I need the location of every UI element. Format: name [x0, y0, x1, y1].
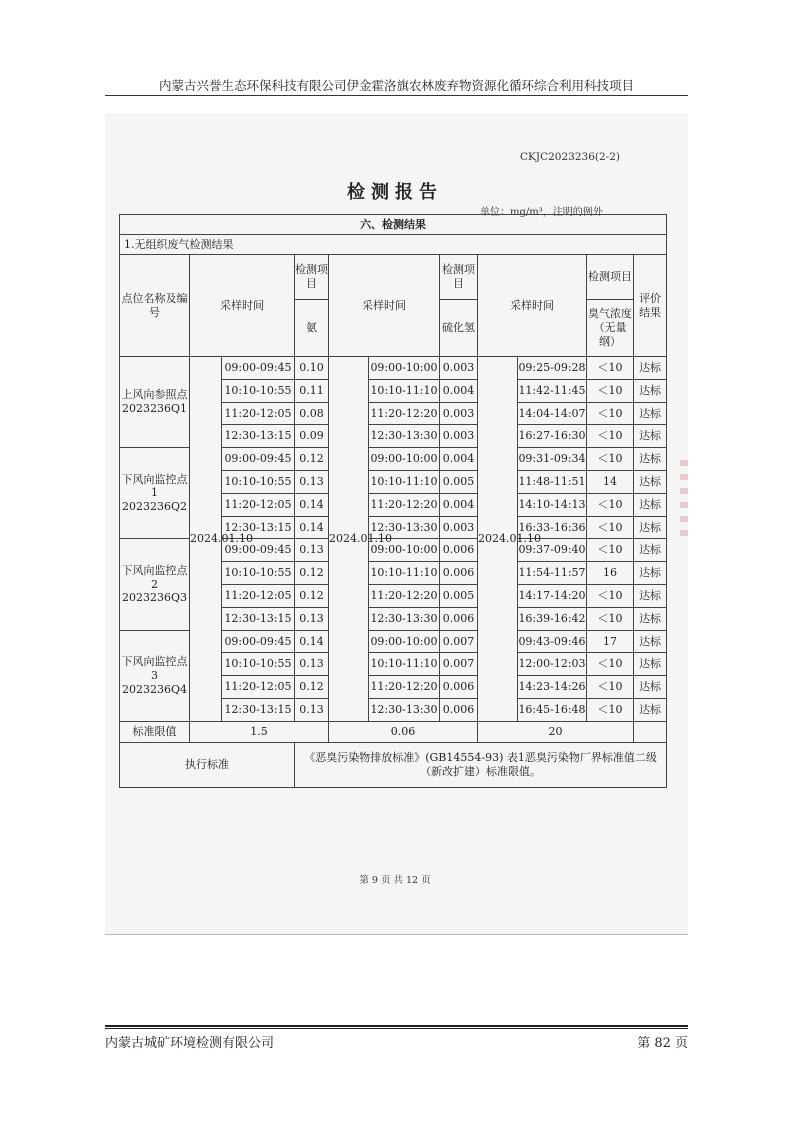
report-code: CKJC2023236(2-2) [520, 151, 620, 163]
evaluation-result: 达标 [634, 653, 667, 676]
col-evaluation: 评价结果 [634, 255, 667, 357]
odor-value: ＜10 [587, 607, 634, 630]
sampling-time-h2s: 11:20-12:20 [369, 493, 440, 516]
h2s-value: 0.005 [440, 470, 478, 493]
ammonia-value: 0.13 [295, 653, 329, 676]
h2s-value: 0.003 [440, 402, 478, 425]
sampling-time-h2s: 12:30-13:30 [369, 516, 440, 539]
evaluation-result: 达标 [634, 493, 667, 516]
sampling-time-h2s: 09:00-10:00 [369, 357, 440, 380]
evaluation-result: 达标 [634, 516, 667, 539]
ammonia-value: 0.13 [295, 539, 329, 562]
sampling-time-odor: 14:04-14:07 [518, 402, 587, 425]
sampling-time-ammonia: 09:00-09:45 [222, 357, 295, 380]
standard-label: 执行标准 [120, 742, 295, 787]
col-item-1: 检测项目 [295, 255, 329, 300]
odor-value: 14 [587, 470, 634, 493]
sampling-time-odor: 11:48-11:51 [518, 470, 587, 493]
col-sampling-time-3: 采样时间 [478, 255, 587, 357]
point-name: 上风向参照点2023236Q1 [120, 357, 190, 448]
point-name: 下风向监控点1 2023236Q2 [120, 448, 190, 539]
col-ammonia: 氨 [295, 300, 329, 357]
table-row [120, 357, 667, 380]
sampling-time-odor: 12:00-12:03 [518, 653, 587, 676]
ammonia-value: 0.10 [295, 357, 329, 380]
sampling-time-ammonia: 11:20-12:05 [222, 676, 295, 699]
sampling-date-1: 2024.01.10 [190, 357, 222, 722]
ammonia-value: 0.13 [295, 698, 329, 721]
odor-value: ＜10 [587, 379, 634, 402]
sampling-time-ammonia: 09:00-09:45 [222, 539, 295, 562]
sampling-time-h2s: 10:10-11:10 [369, 470, 440, 493]
sampling-time-odor: 14:10-14:13 [518, 493, 587, 516]
h2s-value: 0.003 [440, 357, 478, 380]
footer-page-number: 第 82 页 [637, 1036, 688, 1051]
odor-value: ＜10 [587, 516, 634, 539]
ammonia-value: 0.12 [295, 562, 329, 585]
evaluation-result: 达标 [634, 676, 667, 699]
odor-value: 17 [587, 630, 634, 653]
sampling-time-ammonia: 09:00-09:45 [222, 448, 295, 471]
h2s-value: 0.005 [440, 584, 478, 607]
sampling-time-odor: 09:25-09:28 [518, 357, 587, 380]
ammonia-value: 0.12 [295, 676, 329, 699]
sampling-time-h2s: 09:00-10:00 [369, 630, 440, 653]
limit-ammonia: 1.5 [190, 721, 329, 742]
seam-stamp-mark [680, 460, 688, 540]
sampling-time-ammonia: 11:20-12:05 [222, 493, 295, 516]
odor-value: ＜10 [587, 653, 634, 676]
ammonia-value: 0.13 [295, 470, 329, 493]
sampling-date-3: 2024.01.10 [478, 357, 518, 722]
evaluation-result: 达标 [634, 425, 667, 448]
limit-label: 标准限值 [120, 721, 190, 742]
sampling-time-h2s: 12:30-13:30 [369, 425, 440, 448]
sampling-time-ammonia: 12:30-13:15 [222, 698, 295, 721]
h2s-value: 0.006 [440, 698, 478, 721]
ammonia-value: 0.12 [295, 448, 329, 471]
h2s-value: 0.004 [440, 493, 478, 516]
sampling-time-ammonia: 10:10-10:55 [222, 653, 295, 676]
scan-page-number: 第 9 页 共 12 页 [359, 875, 431, 886]
sampling-time-odor: 16:27-16:30 [518, 425, 587, 448]
h2s-value: 0.004 [440, 379, 478, 402]
sampling-time-odor: 14:17-14:20 [518, 584, 587, 607]
sampling-time-odor: 09:31-09:34 [518, 448, 587, 471]
document-header-title: 内蒙古兴誉生态环保科技有限公司伊金霍洛旗农林废弃物资源化循环综合利用科技项目 [158, 78, 634, 93]
sampling-time-h2s: 10:10-11:10 [369, 653, 440, 676]
col-item-3: 检测项目 [587, 255, 634, 300]
limit-eval-empty [634, 721, 667, 742]
footer-rule-thin [105, 1028, 688, 1029]
sampling-time-h2s: 11:20-12:20 [369, 676, 440, 699]
sampling-time-odor: 11:54-11:57 [518, 562, 587, 585]
h2s-value: 0.003 [440, 425, 478, 448]
col-sampling-time-2: 采样时间 [329, 255, 440, 357]
odor-value: ＜10 [587, 493, 634, 516]
standard-text: 《恶臭污染物排放标准》(GB14554-93) 表1恶臭污染物厂界标准值二级（新改扩建）标准限值。 [295, 742, 667, 787]
odor-value: ＜10 [587, 448, 634, 471]
evaluation-result: 达标 [634, 357, 667, 380]
col-h2s: 硫化氢 [440, 300, 478, 357]
evaluation-result: 达标 [634, 470, 667, 493]
evaluation-result: 达标 [634, 448, 667, 471]
point-name: 下风向监控点2 2023236Q3 [120, 539, 190, 630]
sampling-time-h2s: 12:30-13:30 [369, 698, 440, 721]
odor-value: ＜10 [587, 584, 634, 607]
sampling-time-odor: 16:39-16:42 [518, 607, 587, 630]
evaluation-result: 达标 [634, 584, 667, 607]
evaluation-result: 达标 [634, 607, 667, 630]
ammonia-value: 0.14 [295, 516, 329, 539]
point-name: 下风向监控点3 2023236Q4 [120, 630, 190, 721]
ammonia-value: 0.08 [295, 402, 329, 425]
odor-value: ＜10 [587, 425, 634, 448]
evaluation-result: 达标 [634, 562, 667, 585]
odor-value: ＜10 [587, 402, 634, 425]
evaluation-result: 达标 [634, 379, 667, 402]
subsection-title: 1.无组织废气检测结果 [120, 235, 667, 255]
unit-note: 单位：mg/m³，注明的例外 [480, 207, 603, 218]
col-item-2: 检测项目 [440, 255, 478, 300]
sampling-time-ammonia: 10:10-10:55 [222, 379, 295, 402]
odor-value: ＜10 [587, 676, 634, 699]
footer-rule-thick [105, 1025, 688, 1027]
header-rule [105, 95, 688, 96]
sampling-time-ammonia: 10:10-10:55 [222, 470, 295, 493]
h2s-value: 0.007 [440, 630, 478, 653]
h2s-value: 0.006 [440, 676, 478, 699]
sampling-time-h2s: 11:20-12:20 [369, 402, 440, 425]
evaluation-result: 达标 [634, 539, 667, 562]
ammonia-value: 0.13 [295, 607, 329, 630]
limit-h2s: 0.06 [329, 721, 478, 742]
sampling-time-h2s: 11:20-12:20 [369, 584, 440, 607]
sampling-time-odor: 14:23-14:26 [518, 676, 587, 699]
odor-value: ＜10 [587, 698, 634, 721]
sampling-time-h2s: 09:00-10:00 [369, 448, 440, 471]
col-sampling-time-1: 采样时间 [190, 255, 295, 357]
h2s-value: 0.006 [440, 607, 478, 630]
h2s-value: 0.003 [440, 516, 478, 539]
sampling-time-ammonia: 09:00-09:45 [222, 630, 295, 653]
sampling-time-odor: 16:45-16:48 [518, 698, 587, 721]
section-title: 六、检测结果 [120, 215, 667, 235]
h2s-value: 0.004 [440, 448, 478, 471]
odor-value: 16 [587, 562, 634, 585]
sampling-time-ammonia: 11:20-12:05 [222, 584, 295, 607]
sampling-time-h2s: 12:30-13:30 [369, 607, 440, 630]
odor-value: ＜10 [587, 357, 634, 380]
ammonia-value: 0.11 [295, 379, 329, 402]
evaluation-result: 达标 [634, 698, 667, 721]
ammonia-value: 0.12 [295, 584, 329, 607]
evaluation-result: 达标 [634, 630, 667, 653]
h2s-value: 0.006 [440, 539, 478, 562]
sampling-date-2: 2024.01.10 [329, 357, 369, 722]
odor-value: ＜10 [587, 539, 634, 562]
ammonia-value: 0.14 [295, 493, 329, 516]
h2s-value: 0.007 [440, 653, 478, 676]
sampling-time-h2s: 10:10-11:10 [369, 379, 440, 402]
sampling-time-odor: 11:42-11:45 [518, 379, 587, 402]
col-point: 点位名称及编号 [120, 255, 190, 357]
sampling-time-odor: 09:37-09:40 [518, 539, 587, 562]
sampling-time-odor: 16:33-16:36 [518, 516, 587, 539]
results-table [119, 214, 667, 788]
sampling-time-odor: 09:43-09:46 [518, 630, 587, 653]
h2s-value: 0.006 [440, 562, 478, 585]
sampling-time-ammonia: 11:20-12:05 [222, 402, 295, 425]
limit-odor: 20 [478, 721, 634, 742]
footer-company: 内蒙古城矿环境检测有限公司 [105, 1036, 275, 1051]
sampling-time-h2s: 10:10-11:10 [369, 562, 440, 585]
ammonia-value: 0.09 [295, 425, 329, 448]
report-title: 检测报告 [347, 182, 443, 203]
col-odor: 臭气浓度（无量纲） [587, 300, 634, 357]
sampling-time-ammonia: 10:10-10:55 [222, 562, 295, 585]
sampling-time-ammonia: 12:30-13:15 [222, 607, 295, 630]
sampling-time-ammonia: 12:30-13:15 [222, 425, 295, 448]
evaluation-result: 达标 [634, 402, 667, 425]
ammonia-value: 0.14 [295, 630, 329, 653]
scan-bottom-edge [105, 934, 688, 935]
sampling-time-h2s: 09:00-10:00 [369, 539, 440, 562]
sampling-time-ammonia: 12:30-13:15 [222, 516, 295, 539]
